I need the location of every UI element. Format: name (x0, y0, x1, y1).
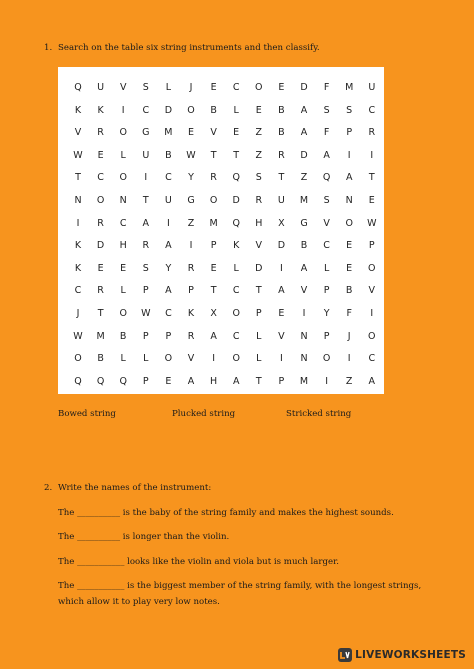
grid-cell[interactable]: O (187, 104, 195, 116)
grid-cell[interactable]: S (255, 172, 262, 184)
grid-cell[interactable]: A (278, 285, 285, 297)
grid-cell[interactable]: S (323, 104, 330, 116)
grid-cell[interactable]: O (368, 330, 376, 342)
grid-cell[interactable]: G (142, 127, 150, 139)
grid-cell[interactable]: A (165, 240, 172, 252)
grid-cell[interactable]: N (119, 195, 127, 206)
grid-cell[interactable]: B (278, 127, 285, 139)
grid-cell[interactable]: T (97, 308, 104, 319)
grid-cell[interactable]: R (97, 127, 104, 139)
sentence-3-start: The (58, 557, 78, 567)
grid-cell[interactable]: G (300, 217, 308, 229)
grid-cell[interactable]: P (368, 240, 375, 252)
grid-row (58, 215, 384, 232)
grid-cell[interactable]: I (370, 308, 374, 319)
grid-cell[interactable]: V (119, 82, 127, 93)
grid-cell[interactable]: V (210, 127, 217, 139)
sentence-4-continuation (58, 595, 220, 610)
grid-cell[interactable]: K (97, 104, 104, 116)
grid-cell[interactable]: E (210, 262, 217, 274)
grid-cell[interactable]: Y (165, 262, 172, 274)
grid-cell[interactable]: C (368, 353, 376, 365)
grid-cell[interactable]: T (255, 375, 262, 387)
grid-cell[interactable]: O (255, 82, 263, 93)
grid-cell[interactable]: Q (74, 82, 82, 93)
grid-row (58, 169, 384, 186)
grid-cell[interactable]: C (232, 82, 240, 93)
grid-cell[interactable]: T (75, 172, 81, 184)
grid-cell[interactable]: M (299, 375, 309, 387)
grid-cell[interactable]: R (187, 330, 195, 342)
grid-cell[interactable]: I (212, 353, 215, 365)
grid-cell[interactable]: C (142, 104, 150, 116)
grid-cell[interactable]: E (278, 308, 285, 319)
grid-cell[interactable]: A (300, 104, 308, 116)
grid-cell[interactable]: B (345, 285, 353, 297)
grid-cell[interactable]: L (120, 285, 126, 297)
question-1 (44, 43, 320, 53)
grid-row (58, 328, 384, 345)
grid-cell[interactable]: P (142, 330, 149, 342)
grid-row (58, 192, 384, 209)
grid-cell[interactable]: P (142, 375, 149, 387)
grid-cell[interactable]: Y (323, 308, 330, 319)
grid-cell[interactable]: O (368, 262, 376, 274)
grid-cell[interactable]: C (232, 330, 240, 342)
grid-cell[interactable]: T (210, 149, 217, 161)
grid-cell[interactable]: A (142, 217, 150, 229)
grid-cell[interactable]: Q (74, 375, 82, 387)
sentence-3-blank[interactable]: ___________ (77, 557, 125, 567)
grid-cell[interactable]: T (278, 172, 285, 184)
grid-cell[interactable]: R (97, 285, 104, 297)
grid-cell[interactable]: I (121, 104, 125, 116)
grid-cell[interactable]: B (278, 104, 285, 116)
classify-plucked-string: Plucked string (172, 409, 236, 419)
grid-row (58, 79, 384, 96)
grid-cell[interactable]: J (347, 330, 351, 342)
question-1-number: 1. (44, 43, 53, 53)
grid-cell[interactable]: C (165, 308, 172, 319)
grid-cell[interactable]: V (368, 285, 376, 297)
grid-cell[interactable]: E (97, 149, 104, 161)
grid-cell[interactable]: B (119, 330, 127, 342)
grid-cell[interactable]: G (187, 195, 195, 206)
grid-cell[interactable]: E (346, 240, 353, 252)
question-2 (44, 483, 211, 493)
grid-cell[interactable]: U (368, 82, 376, 93)
grid-cell[interactable]: V (278, 330, 285, 342)
grid-cell[interactable]: Z (255, 127, 263, 139)
grid-cell[interactable]: A (368, 375, 376, 387)
grid-cell[interactable]: D (277, 240, 286, 252)
question-1-text: Search on the table six string instruments and then classify. (58, 43, 320, 53)
grid-cell[interactable]: O (74, 353, 82, 365)
sentence-1-blank[interactable]: __________ (77, 508, 121, 518)
grid-cell[interactable]: I (76, 217, 80, 229)
grid-cell[interactable]: W (73, 330, 83, 342)
grid-row (58, 373, 384, 390)
grid-cell[interactable]: Z (187, 217, 195, 229)
grid-cell[interactable]: A (165, 285, 172, 297)
sentence-1 (58, 506, 394, 521)
word-search-grid (58, 67, 384, 394)
grid-cell[interactable]: C (368, 104, 376, 116)
grid-cell[interactable]: N (74, 195, 82, 206)
grid-cell[interactable]: C (97, 172, 104, 184)
grid-cell[interactable]: F (323, 127, 330, 139)
grid-cell[interactable]: K (74, 104, 82, 116)
grid-cell[interactable]: X (210, 308, 217, 319)
grid-cell[interactable]: O (232, 308, 240, 319)
grid-cell[interactable]: H (119, 240, 127, 252)
grid-cell[interactable]: D (300, 149, 308, 161)
sentence-4-end: is the biggest member of the string family, with the longest strings, (124, 581, 422, 591)
grid-cell[interactable]: R (278, 149, 285, 161)
grid-cell[interactable]: Z (255, 149, 263, 161)
grid-cell[interactable]: F (346, 308, 352, 319)
grid-cell[interactable]: W (367, 217, 377, 229)
sentence-3-end: looks like the violin and viola but is much larger. (124, 557, 340, 567)
grid-cell[interactable]: P (323, 330, 330, 342)
grid-cell[interactable]: I (279, 353, 283, 365)
grid-cell[interactable]: Q (96, 375, 105, 387)
grid-cell[interactable]: V (255, 240, 263, 252)
grid-cell[interactable]: U (142, 149, 150, 161)
grid-cell[interactable]: A (210, 330, 217, 342)
grid-cell[interactable]: B (97, 353, 104, 365)
grid-cell[interactable]: L (256, 330, 262, 342)
grid-cell[interactable]: S (346, 104, 353, 116)
grid-cell[interactable]: H (255, 217, 263, 229)
grid-row (58, 147, 384, 164)
grid-cell[interactable]: E (120, 262, 127, 274)
grid-cell[interactable]: I (166, 217, 170, 229)
grid-cell[interactable]: A (300, 127, 308, 139)
grid-cell[interactable]: A (323, 149, 330, 161)
grid-cell[interactable]: O (164, 353, 173, 365)
grid-cell[interactable]: U (277, 195, 285, 206)
sentence-4 (58, 579, 421, 594)
grid-cell[interactable]: T (255, 285, 262, 297)
grid-cell[interactable]: I (279, 262, 283, 274)
grid-cell[interactable]: N (300, 330, 308, 342)
grid-cell[interactable]: M (299, 195, 309, 206)
grid-cell[interactable]: K (233, 240, 240, 252)
grid-cell[interactable]: A (187, 375, 195, 387)
grid-cell[interactable]: L (120, 149, 126, 161)
classify-stricked-string: Stricked string (286, 409, 352, 419)
grid-cell[interactable]: P (165, 330, 172, 342)
grid-cell[interactable]: R (368, 127, 376, 139)
grid-cell[interactable]: I (370, 149, 374, 161)
grid-cell[interactable]: M (345, 82, 354, 93)
grid-cell[interactable]: R (142, 240, 150, 252)
sentence-2-start: The (58, 532, 78, 542)
grid-cell[interactable]: B (165, 149, 172, 161)
grid-cell[interactable]: O (322, 353, 331, 365)
grid-cell[interactable]: C (323, 240, 330, 252)
grid-cell[interactable]: D (164, 104, 173, 116)
grid-cell[interactable]: S (323, 195, 330, 206)
liveworksheets-logo (338, 648, 466, 662)
grid-cell[interactable]: R (255, 195, 263, 206)
grid-cell[interactable]: P (142, 285, 149, 297)
grid-cell[interactable]: P (346, 127, 353, 139)
grid-cell[interactable]: V (323, 217, 330, 229)
grid-cell[interactable]: L (233, 104, 239, 116)
grid-cell[interactable]: D (232, 195, 240, 206)
grid-cell[interactable]: U (97, 82, 105, 93)
grid-cell[interactable]: E (368, 195, 375, 206)
grid-cell[interactable]: I (347, 353, 351, 365)
grid-cell[interactable]: A (232, 375, 240, 387)
grid-cell[interactable]: E (233, 127, 240, 139)
grid-cell[interactable]: T (210, 285, 217, 297)
grid-cell[interactable]: E (346, 262, 353, 274)
grid-cell[interactable]: E (187, 127, 194, 139)
grid-row (58, 102, 384, 119)
grid-cell[interactable]: M (209, 217, 218, 229)
grid-cell[interactable]: A (300, 262, 308, 274)
sentence-4-start: The (58, 581, 78, 591)
grid-cell[interactable]: D (300, 82, 308, 93)
grid-cell[interactable]: R (187, 262, 195, 274)
sentence-1-end: is the baby of the string family and makes the highest sounds. (120, 508, 394, 518)
grid-cell[interactable]: S (142, 82, 149, 93)
grid-cell[interactable]: Q (232, 217, 240, 229)
sentence-1-start: The (58, 508, 78, 518)
grid-row (58, 124, 384, 141)
grid-cell[interactable]: L (256, 353, 262, 365)
grid-cell[interactable]: W (141, 308, 151, 319)
grid-cell[interactable]: P (278, 375, 285, 387)
grid-cell[interactable]: O (119, 172, 127, 184)
question-2-number: 2. (44, 483, 53, 493)
grid-cell[interactable]: V (74, 127, 82, 139)
grid-cell[interactable]: L (120, 353, 126, 365)
grid-cell[interactable]: J (189, 82, 193, 93)
grid-cell[interactable]: I (347, 149, 351, 161)
sentence-4-continuation-text: which allow it to play very low notes. (58, 597, 220, 607)
grid-cell[interactable]: D (96, 240, 105, 252)
sentence-2-end: is longer than the violin. (120, 532, 230, 542)
grid-cell[interactable]: P (188, 285, 194, 297)
grid-cell[interactable]: K (74, 262, 82, 274)
grid-cell[interactable]: L (143, 353, 149, 365)
grid-cell[interactable]: K (187, 308, 195, 319)
grid-cell[interactable]: T (233, 149, 240, 161)
grid-cell[interactable]: E (278, 82, 285, 93)
grid-cell[interactable]: H (210, 375, 218, 387)
grid-cell[interactable]: V (300, 285, 308, 297)
grid-cell[interactable]: E (165, 375, 172, 387)
grid-row (58, 282, 384, 299)
grid-cell[interactable]: C (119, 217, 127, 229)
grid-cell[interactable]: T (142, 195, 149, 206)
grid-cell[interactable]: C (165, 172, 172, 184)
grid-cell[interactable]: E (97, 262, 104, 274)
grid-cell[interactable]: A (345, 172, 353, 184)
grid-cell[interactable]: O (209, 195, 218, 206)
grid-row (58, 237, 384, 254)
grid-cell[interactable]: M (164, 127, 173, 139)
grid-cell[interactable]: X (278, 217, 285, 229)
grid-cell[interactable]: F (323, 82, 330, 93)
grid-cell[interactable]: E (255, 104, 262, 116)
sentence-2 (58, 530, 229, 545)
grid-cell[interactable]: Z (300, 172, 308, 184)
grid-cell[interactable]: O (119, 127, 127, 139)
grid-cell[interactable]: L (233, 262, 239, 274)
grid-cell[interactable]: Q (322, 172, 331, 184)
grid-cell[interactable]: K (74, 240, 82, 252)
grid-cell[interactable]: M (96, 330, 105, 342)
grid-cell[interactable]: S (142, 262, 149, 274)
grid-cell[interactable]: C (74, 285, 82, 297)
grid-cell[interactable]: O (96, 195, 105, 206)
grid-cell[interactable]: I (302, 308, 306, 319)
grid-cell[interactable]: L (165, 82, 172, 93)
grid-cell[interactable]: W (73, 149, 83, 161)
grid-cell[interactable]: P (255, 308, 262, 319)
grid-cell[interactable]: N (300, 353, 308, 365)
grid-cell[interactable]: R (97, 217, 104, 229)
grid-cell[interactable]: U (164, 195, 172, 206)
grid-cell[interactable]: B (210, 104, 217, 116)
classify-bowed-string: Bowed string (58, 409, 116, 419)
grid-cell[interactable]: Y (188, 172, 194, 184)
grid-cell[interactable]: P (323, 285, 330, 297)
grid-cell[interactable]: R (210, 172, 217, 184)
grid-cell[interactable]: I (325, 375, 328, 387)
grid-cell[interactable]: D (255, 262, 263, 274)
grid-cell[interactable]: O (232, 353, 240, 365)
grid-cell[interactable]: P (210, 240, 217, 252)
grid-cell[interactable]: O (119, 308, 127, 319)
grid-row (58, 305, 384, 322)
grid-row (58, 350, 384, 367)
grid-cell[interactable]: N (345, 195, 353, 206)
question-2-text: Write the names of the instrument: (58, 483, 212, 493)
grid-cell[interactable]: W (186, 149, 196, 161)
grid-row (58, 260, 384, 277)
grid-cell[interactable]: V (187, 353, 195, 365)
grid-cell[interactable]: I (189, 240, 193, 252)
grid-cell[interactable]: B (300, 240, 308, 252)
grid-cell[interactable]: C (232, 285, 240, 297)
grid-cell[interactable]: O (345, 217, 353, 229)
sentence-3 (58, 555, 339, 570)
grid-cell[interactable]: I (144, 172, 148, 184)
sentence-4-blank[interactable]: ___________ (77, 581, 125, 591)
liveworksheets-logo-icon (338, 648, 352, 662)
grid-cell[interactable]: T (368, 172, 375, 184)
grid-cell[interactable]: Q (119, 375, 127, 387)
liveworksheets-logo-text: LIVEWORKSHEETS (355, 649, 466, 661)
grid-cell[interactable]: J (76, 308, 80, 319)
grid-cell[interactable]: Q (232, 172, 240, 184)
sentence-2-blank[interactable]: __________ (77, 532, 121, 542)
grid-cell[interactable]: E (210, 82, 217, 93)
grid-cell[interactable]: Z (345, 375, 353, 387)
grid-cell[interactable]: L (323, 262, 330, 274)
